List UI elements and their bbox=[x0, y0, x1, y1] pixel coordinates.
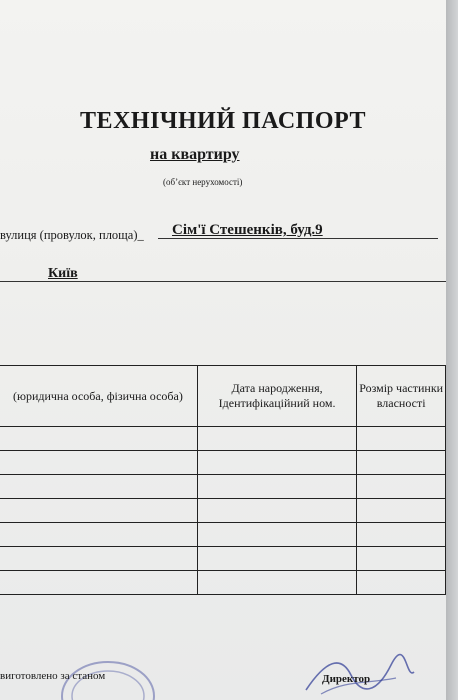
table-cell bbox=[197, 427, 356, 451]
owners-table-body bbox=[0, 427, 446, 595]
table-cell bbox=[0, 427, 197, 451]
document-title: ТЕХНІЧНИЙ ПАСПОРТ bbox=[80, 108, 366, 134]
table-cell bbox=[0, 547, 197, 571]
table-row bbox=[0, 547, 446, 571]
share-size-header: Розмір частинки власності bbox=[357, 366, 446, 427]
prepared-label: виготовлено за станом bbox=[0, 670, 106, 682]
document-subtitle: на квартиру bbox=[150, 146, 240, 163]
table-cell bbox=[197, 475, 356, 499]
table-cell bbox=[197, 523, 356, 547]
table-cell bbox=[357, 427, 446, 451]
table-cell bbox=[357, 547, 446, 571]
table-cell bbox=[197, 571, 356, 595]
table-row bbox=[0, 523, 446, 547]
table-cell bbox=[357, 475, 446, 499]
table-cell bbox=[197, 547, 356, 571]
table-cell bbox=[357, 571, 446, 595]
table-cell bbox=[197, 451, 356, 475]
director-label: Директор bbox=[322, 673, 371, 685]
object-caption: (об’єкт нерухомості) bbox=[163, 177, 243, 187]
table-row bbox=[0, 451, 446, 475]
table-row bbox=[0, 427, 446, 451]
owner-type-header: (юридична особа, фізична особа) bbox=[0, 366, 197, 427]
page-edge bbox=[446, 0, 458, 700]
city-value: Київ bbox=[48, 266, 78, 281]
table-cell bbox=[0, 475, 197, 499]
table-cell bbox=[0, 451, 197, 475]
table-cell bbox=[357, 451, 446, 475]
street-value: Сім'ї Стешенків, буд.9 bbox=[172, 222, 323, 238]
table-cell bbox=[0, 499, 197, 523]
street-label: вулиця (провулок, площа)_ bbox=[0, 228, 144, 242]
table-cell bbox=[197, 499, 356, 523]
owners-table bbox=[0, 365, 446, 595]
table-cell bbox=[357, 499, 446, 523]
table-cell bbox=[0, 571, 197, 595]
table-row bbox=[0, 571, 446, 595]
owners-header-row bbox=[0, 366, 446, 427]
table-row bbox=[0, 499, 446, 523]
table-cell bbox=[357, 523, 446, 547]
table-row bbox=[0, 475, 446, 499]
table-cell bbox=[0, 523, 197, 547]
birth-date-header: Дата народження, Ідентифікаційний ном. bbox=[197, 366, 356, 427]
